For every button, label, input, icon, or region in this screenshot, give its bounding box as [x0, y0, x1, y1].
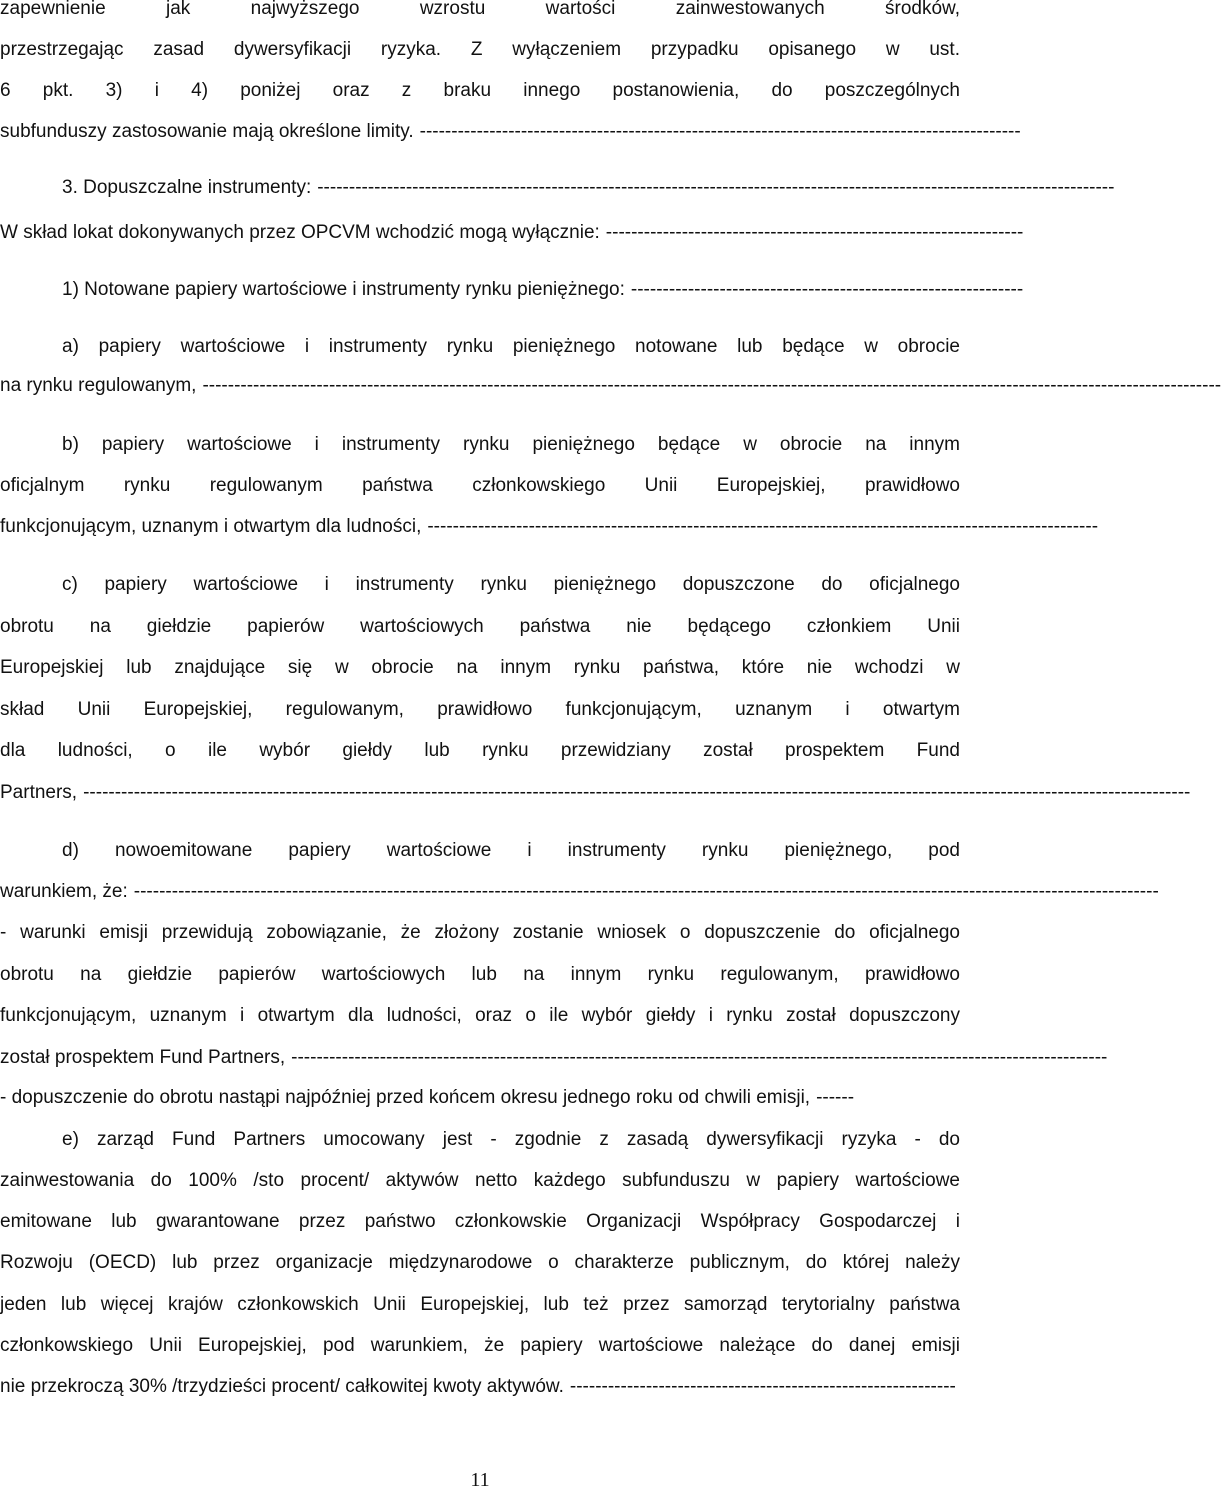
paragraph-text: warunkiem, że: — [0, 881, 128, 902]
paragraph-text: Partners, — [0, 782, 78, 803]
paragraph-text: nie przekroczą 30% /trzydzieści procent/ całkowitej kwoty aktywów. — [0, 1376, 564, 1397]
paragraph-line — [0, 1043, 1108, 1073]
paragraph-line: d) nowoemitowane papiery wartościowe i instrumenty rynku pieniężnego, pod — [62, 840, 960, 861]
paragraph-line — [0, 371, 1221, 401]
paragraph-line — [0, 512, 1099, 542]
paragraph-line: zainwestowania do 100% /sto procent/ aktywów netto każdego subfunduszu w papiery wartościowe — [0, 1170, 960, 1191]
paragraph-line: funkcjonującym, uznanym i otwartym dla ludności, oraz o ile wybór giełdy i rynku został dopuszczony — [0, 1005, 960, 1026]
dash-filler: ------------------------------------------------------------------------------------------------------------------------------------------------------------------------------- — [83, 782, 1191, 803]
lead-text: W skład lokat dokonywanych przez OPCVM wchodzić mogą wyłącznie: — [0, 222, 600, 243]
paragraph-line: zapewnienie jak najwyższego wzrostu wartości zainwestowanych środków, — [0, 0, 960, 19]
paragraph-line: b) papiery wartościowe i instrumenty rynku pieniężnego będące w obrocie na innym — [62, 434, 960, 455]
paragraph-line: e) zarząd Fund Partners umocowany jest - zgodnie z zasadą dywersyfikacji ryzyka - do — [62, 1129, 960, 1150]
paragraph-line: obrotu na giełdzie papierów wartościowych państwa nie będącego członkiem Unii — [0, 616, 960, 637]
paragraph-line — [0, 1083, 960, 1113]
dash-filler: -------------------------------------------------------------- — [630, 279, 1024, 300]
paragraph-line: Europejskiej lub znajdujące się w obrocie na innym rynku państwa, które nie wchodzi w — [0, 657, 960, 678]
paragraph-line: Rozwoju (OECD) lub przez organizacje międzynarodowe o charakterze publicznym, do której należy — [0, 1252, 960, 1273]
paragraph-line: oficjalnym rynku regulowanym państwa członkowskiego Unii Europejskiej, prawidłowo — [0, 475, 960, 496]
section-heading — [0, 173, 1115, 203]
paragraph-line: a) papiery wartościowe i instrumenty rynku pieniężnego notowane lub będące w obrocie — [62, 336, 960, 357]
paragraph-line: skład Unii Europejskiej, regulowanym, prawidłowo funkcjonującym, uznanym i otwartym — [0, 699, 960, 720]
dash-filler: ------------------------------------------------------------------ — [605, 222, 1024, 243]
paragraph-line — [0, 1372, 960, 1402]
paragraph-line: przestrzegając zasad dywersyfikacji ryzyka. Z wyłączeniem przypadku opisanego w ust. — [0, 39, 960, 60]
dash-filler: ------------------------------------------------------------------------------------------------------------------------------ — [317, 177, 1115, 198]
paragraph-line — [0, 877, 1159, 907]
lead-line — [0, 218, 1024, 248]
paragraph-line: członkowskiego Unii Europejskiej, pod warunkiem, że papiery wartościowe należące do danej emisji — [0, 1335, 960, 1356]
list-item-heading-text: 1) Notowane papiery wartościowe i instrumenty rynku pieniężnego: — [62, 279, 625, 300]
paragraph-text: został prospektem Fund Partners, — [0, 1047, 286, 1068]
dash-filler: ---------------------------------------------------------------------------------------------------------- — [427, 516, 1099, 537]
dash-filler: ------------------------------------------------------------- — [569, 1376, 956, 1397]
paragraph-line: - warunki emisji przewidują zobowiązanie, że złożony zostanie wniosek o dopuszczenie do oficjalnego — [0, 922, 960, 943]
dash-filler: --------------------------------------------------------------------------------------------------------------------------------- — [291, 1047, 1108, 1068]
list-item-heading — [0, 275, 1024, 305]
dash-filler: ------------------------------------------------------------------------------------------------------------------------------------------------------------------ — [133, 881, 1159, 902]
dash-filler: ----------------------------------------------------------------------------------------------------------------------------------------------------------------- — [202, 375, 1221, 396]
paragraph-line: jeden lub więcej krajów członkowskich Unii Europejskiej, lub też przez samorząd terytorialny państwa — [0, 1294, 960, 1315]
paragraph-text: na rynku regulowanym, — [0, 375, 197, 396]
paragraph-line: c) papiery wartościowe i instrumenty rynku pieniężnego dopuszczone do oficjalnego — [62, 574, 960, 595]
dash-filler: ------ — [816, 1087, 855, 1108]
paragraph-line — [0, 778, 1191, 808]
page-number: 11 — [470, 1469, 490, 1491]
section-heading-text: 3. Dopuszczalne instrumenty: — [62, 177, 312, 198]
paragraph-line: 6 pkt. 3) i 4) poniżej oraz z braku innego postanowienia, do poszczególnych — [0, 80, 960, 101]
paragraph-text: funkcjonującym, uznanym i otwartym dla ludności, — [0, 516, 422, 537]
paragraph-text: subfunduszy zastosowanie mają określone limity. — [0, 121, 414, 142]
paragraph-line: obrotu na giełdzie papierów wartościowych lub na innym rynku regulowanym, prawidłowo — [0, 964, 960, 985]
paragraph-line: emitowane lub gwarantowane przez państwo członkowskie Organizacji Współpracy Gospodarczej i — [0, 1211, 960, 1232]
paragraph-line: dla ludności, o ile wybór giełdy lub rynku przewidziany został prospektem Fund — [0, 740, 960, 761]
dash-filler: ----------------------------------------------------------------------------------------------- — [419, 121, 1021, 142]
paragraph-text: - dopuszczenie do obrotu nastąpi najpóźniej przed końcem okresu jednego roku od chwili emisji, — [0, 1087, 811, 1108]
paragraph-line — [0, 117, 1021, 147]
